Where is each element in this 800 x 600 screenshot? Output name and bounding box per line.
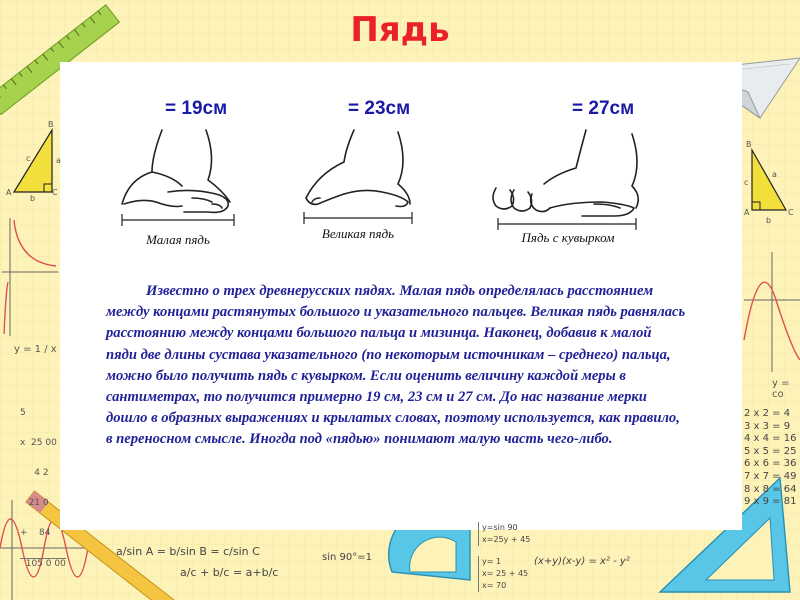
right-triangle-c: c xyxy=(744,178,749,187)
small-span-caption: Малая пядь xyxy=(146,232,210,247)
great-span-hand-illustration xyxy=(298,128,418,252)
identity-formula: (x+y)(x-y) = x² - y² xyxy=(534,556,630,567)
right-graph-label: y = co xyxy=(772,378,790,400)
great-span-caption: Великая пядь xyxy=(321,226,395,241)
measure-great-value: = 23см xyxy=(348,98,411,119)
somersault-span-hand-illustration xyxy=(486,128,646,252)
multiplication-table: 2 x 2 = 4 3 x 3 = 9 4 x 4 = 16 5 x 5 = 25 6 x 6 = 36 7 x 7 = 49 8 x 8 = 64 9 x 9 = 81 xyxy=(744,408,797,508)
column-multiplication: 5 x 25 00 4 2 21 0 + 84 105 0 00 xyxy=(20,408,66,569)
equation-system-2: y= 1 x= 25 + 45 x= 70 xyxy=(478,556,528,592)
left-triangle-B: B xyxy=(48,120,54,129)
page-title: Пядь xyxy=(350,10,450,50)
right-triangle-b: b xyxy=(766,216,772,225)
left-graph-label: y = 1 / x xyxy=(14,344,57,355)
right-triangle-B: B xyxy=(746,140,752,149)
left-triangle-b: b xyxy=(30,194,36,203)
measure-small-value: = 19см xyxy=(165,98,228,119)
left-triangle-C: C xyxy=(52,188,58,197)
right-triangle-C: C xyxy=(788,208,794,217)
equation-system-1: y=sin 90 x=25y + 45 xyxy=(478,522,530,546)
sine-rule-formula: a/sin A = b/sin B = c/sin C xyxy=(116,545,260,558)
left-triangle-a: a xyxy=(56,156,61,165)
right-triangle-A: A xyxy=(744,208,750,217)
left-triangle-A: A xyxy=(6,188,12,197)
description-paragraph: Известно о трех древнерусских пядях. Малая пядь определялась расстоянием между концами растянутых большого и указательного пальцев. Великая пядь равнялась расстоянию между концами большого пальца и мизинца. Наконец, добавив к малой пяди две длины сустава указательного (по некоторым источникам – среднего) пальца, можно было получить пядь с кувырком. Если оценить величину каждой меры в сантиметрах, то получится примерно 19 см, 23 см и 27 см. До нас название мерки дошло в образных выражениях и крылатых словах, поэтому используется, как правило, в переносном смысле. Иногда под «пядью» понимают малую часть чего-либо. xyxy=(106,283,686,448)
left-triangle-c: c xyxy=(26,154,31,163)
small-span-hand-illustration xyxy=(112,128,248,252)
measure-somersault-value: = 27см xyxy=(572,98,635,119)
somersault-span-caption: Пядь с кувырком xyxy=(521,230,615,245)
right-triangle-a: a xyxy=(772,170,777,179)
sin90-formula: sin 90°=1 xyxy=(322,552,372,563)
fraction-sum-formula: a/c + b/c = a+b/c xyxy=(180,566,279,579)
